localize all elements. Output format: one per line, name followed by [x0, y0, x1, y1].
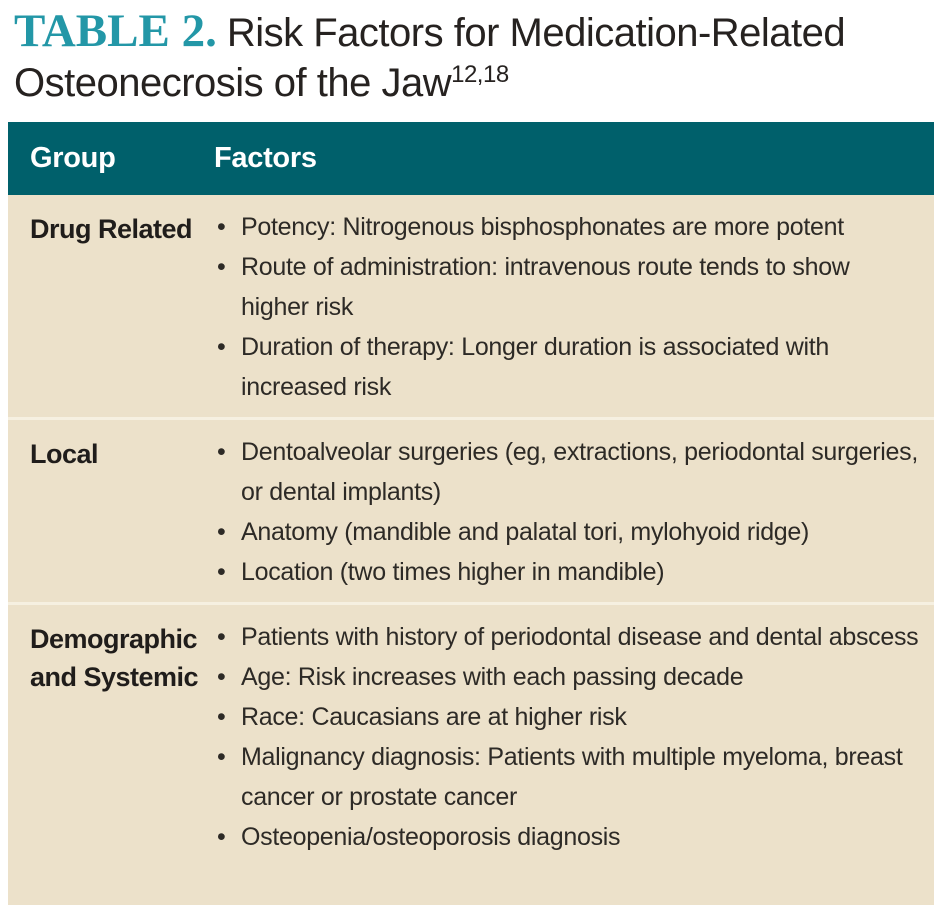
factor-text: Malignancy diagnosis: Patients with multiple myeloma, breast cancer or prostate cancer	[241, 743, 903, 811]
table-row	[8, 602, 934, 905]
bullet-icon: •	[217, 253, 226, 281]
factor-text: Age: Risk increases with each passing decade	[241, 663, 744, 691]
factor-text: Dentoalveolar surgeries (eg, extractions, periodontal surgeries, or dental implants)	[241, 438, 918, 506]
table-row	[8, 195, 934, 417]
group-cell: Demographic and Systemic	[30, 624, 199, 692]
factor-text: Location (two times higher in mandible)	[241, 558, 665, 586]
table-title	[14, 6, 856, 108]
factor-item	[217, 737, 920, 817]
factor-item	[217, 327, 920, 407]
factor-item	[217, 657, 920, 697]
table-body	[8, 195, 934, 905]
factor-text: Patients with history of periodontal disease and dental abscess	[241, 623, 919, 651]
bullet-icon: •	[217, 333, 226, 361]
table-header-row	[8, 122, 934, 195]
table-title-references: 12,18	[451, 61, 509, 88]
group-cell: Local	[30, 439, 99, 469]
factor-item	[217, 207, 920, 247]
bullet-icon: •	[217, 823, 226, 851]
factor-text: Osteopenia/osteoporosis diagnosis	[241, 823, 621, 851]
factor-item	[217, 697, 920, 737]
factor-list	[217, 617, 920, 857]
bullet-icon: •	[217, 213, 226, 241]
factor-text: Anatomy (mandible and palatal tori, mylohyoid ridge)	[241, 518, 810, 546]
bullet-icon: •	[217, 438, 226, 466]
factor-list	[217, 207, 920, 407]
factor-item	[217, 512, 920, 552]
factor-item	[217, 552, 920, 592]
table-title-text: Risk Factors for Medication-Related Osteonecrosis of the Jaw	[14, 11, 846, 105]
table-row	[8, 417, 934, 602]
factor-text: Potency: Nitrogenous bisphosphonates are more potent	[241, 213, 844, 241]
bullet-icon: •	[217, 558, 226, 586]
factor-list	[217, 432, 920, 592]
factor-text: Duration of therapy: Longer duration is associated with increased risk	[241, 333, 830, 401]
factor-item	[217, 247, 920, 327]
column-header-factors: Factors	[214, 142, 317, 174]
bullet-icon: •	[217, 663, 226, 691]
bullet-icon: •	[217, 623, 226, 651]
factor-text: Race: Caucasians are at higher risk	[241, 703, 627, 731]
factor-text: Route of administration: intravenous route tends to show higher risk	[241, 253, 850, 321]
bullet-icon: •	[217, 703, 226, 731]
factor-item	[217, 817, 920, 857]
column-header-group: Group	[30, 142, 116, 174]
risk-factors-table	[8, 122, 934, 905]
factor-item	[217, 617, 920, 657]
table-title-label: TABLE 2.	[14, 5, 217, 57]
group-cell: Drug Related	[30, 214, 193, 244]
factors-cell	[214, 432, 934, 592]
factors-cell	[214, 207, 934, 407]
bullet-icon: •	[217, 743, 226, 771]
factor-item	[217, 432, 920, 512]
factors-cell	[214, 617, 934, 857]
bullet-icon: •	[217, 518, 226, 546]
